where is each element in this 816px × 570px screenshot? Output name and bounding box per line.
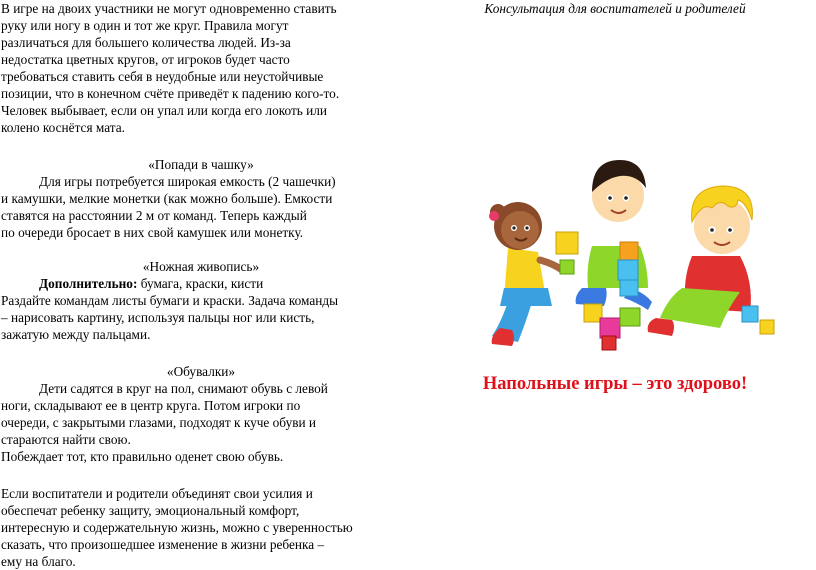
text-line: Человек выбывает, если он упал или когда его локоть или: [1, 103, 328, 118]
game-painting: [1, 258, 401, 343]
materials-label: Дополнительно:: [39, 276, 138, 291]
materials-line: [1, 275, 401, 292]
text-line: Побеждает тот, кто правильно оденет свою обувь.: [1, 449, 284, 464]
intro-paragraph: [1, 0, 401, 136]
game-title: «Ножная живопись»: [142, 259, 260, 274]
text-line: Для игры потребуется широкая емкость (2 чашечки): [39, 174, 336, 189]
text-line: – нарисовать картину, используя пальцы ног или кисть,: [1, 310, 315, 325]
boy-figure: [556, 160, 652, 310]
text-line: В игре на двоих участники не могут одновременно ставить: [1, 1, 337, 16]
text-line: Если воспитатели и родители объединят свои усилия и: [1, 486, 313, 501]
materials-text: бумага, краски, кисти: [137, 276, 264, 291]
conclusion-paragraph: [1, 485, 401, 570]
text-line: очереди, с закрытыми глазами, подходят к куче обуви и: [1, 415, 317, 430]
text-line: ставятся на расстоянии 2 м от команд. Теперь каждый: [1, 208, 307, 223]
floor-blocks: [584, 304, 640, 350]
text-line: зажатую между пальцами.: [1, 327, 151, 342]
text-line: сказать, что произошедшее изменение в жизни ребенка –: [1, 537, 325, 552]
headline: Напольные игры – это здорово!: [482, 374, 748, 394]
text-line: колено коснётся мата.: [1, 120, 125, 135]
blond-boy-figure: [648, 186, 774, 336]
text-line: позиции, что в конечном счёте приведёт к падению кого-то.: [1, 86, 340, 101]
game-shoes: [1, 363, 401, 465]
text-line: и камушки, мелкие монетки (как можно больше). Емкости: [1, 191, 333, 206]
text-line: стараются найти свою.: [1, 432, 131, 447]
text-line: ноги, складывают ее в центр круга. Потом игроки по: [1, 398, 301, 413]
text-line: руку или ногу в один и тот же круг. Правила могут: [1, 18, 289, 33]
game-title: «Попади в чашку»: [148, 157, 254, 172]
text-line: ему на благо.: [1, 554, 76, 569]
text-line: интересную и содержательную жизнь, можно с уверенностью: [1, 520, 353, 535]
game-cup: [1, 156, 401, 241]
children-playing-with-blocks-illustration: [460, 138, 790, 352]
game-title: «Обувалки»: [166, 364, 236, 379]
text-line: по очереди бросает в них свой камушек или монетку.: [1, 225, 304, 240]
text-line: обеспечат ребенку защиту, эмоциональный комфорт,: [1, 503, 300, 518]
girl-figure: [489, 202, 574, 346]
text-line: требоваться ставить себя в неудобные или неустойчивые: [1, 69, 324, 84]
text-line: Дети садятся в круг на пол, снимают обувь с левой: [39, 381, 328, 396]
text-line: Раздайте командам листы бумаги и краски. Задача команды: [1, 293, 339, 308]
left-column: [1, 0, 401, 570]
text-line: недостатка цветных кругов, от игроков будет часто: [1, 52, 290, 67]
page-header: Консультация для воспитателей и родителей: [484, 1, 746, 16]
text-line: различаться для большего количества людей. Из-за: [1, 35, 291, 50]
